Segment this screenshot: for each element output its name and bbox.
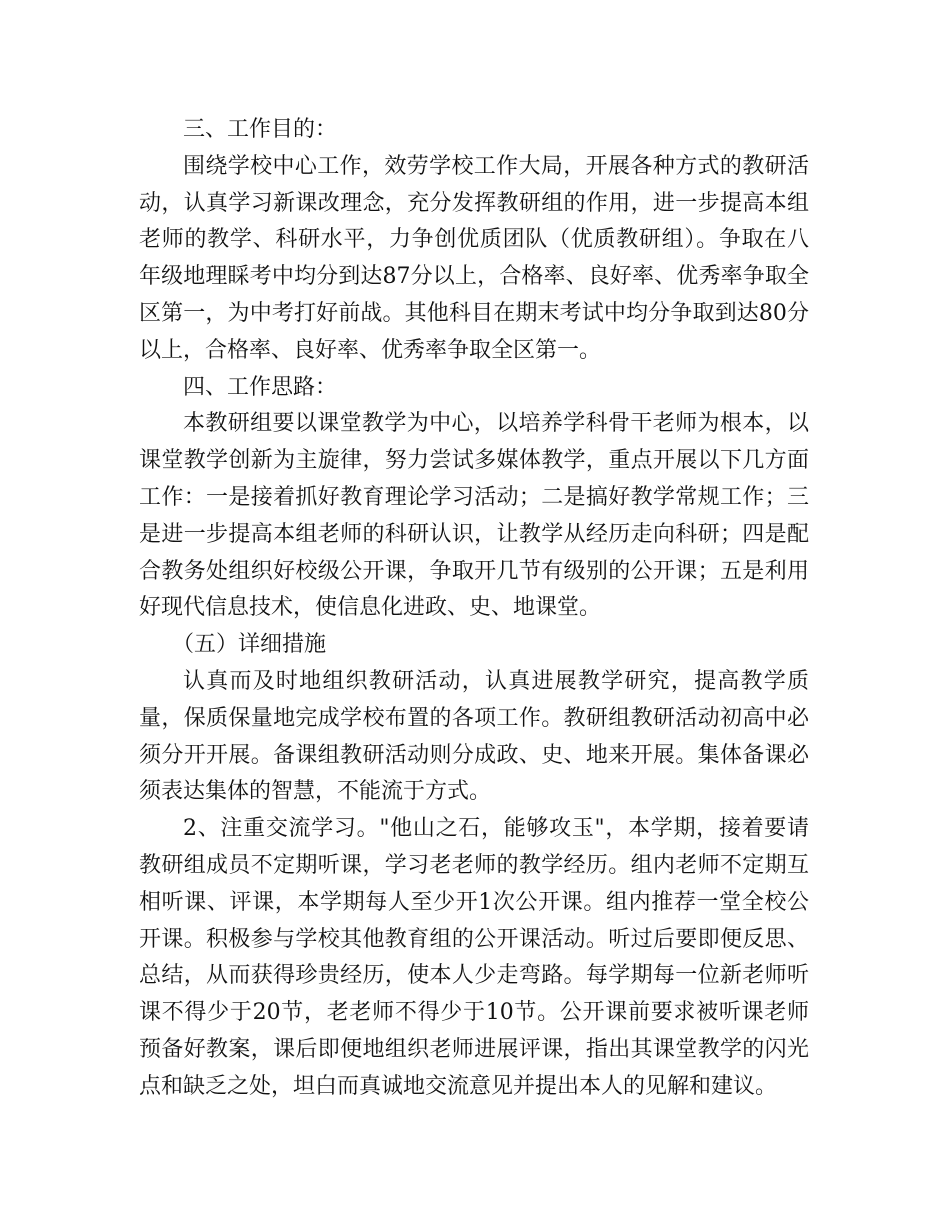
measure-2-paragraph: 2、注重交流学习。"他山之石，能够攻玉"，本学期，接着要请教研组成员不定期听课，学习老老师的教学经历。组内老师不定期互相听课、评课，本学期每人至少开1次公开课。组内推荐一堂全校公开课。积极参与学校其他教育组的公开课活动。听过后要即便反思、总结，从而获得珍贵经历，使本人少走弯路。每学期每一位新老师听课不得少于20节，老老师不得少于10节。公开课前要求被听课老师预备好教案，课后即便地组织老师进展评课，指出其课堂教学的闪光点和缺乏之处，坦白而真诚地交流意见并提出本人的见解和建议。 (139, 816, 809, 1099)
section-3-paragraph: 围绕学校中心工作，效劳学校工作大局，开展各种方式的教研活动，认真学习新课改理念，充分发挥教研组的作用，进一步提高本组老师的教学、科研水平，力争创优质团队（优质教研组）。争取在八年级地理睬考中均分到达87分以上，合格率、良好率、优秀率争取全区第一，为中考打好前战。其他科目在期末考试中均分争取到达80分以上，合格率、良好率、优秀率争取全区第一。 (139, 153, 809, 363)
measure-1-paragraph: 认真而及时地组织教研活动，认真进展教学研究，提高教学质量，保质保量地完成学校布置的各项工作。教研组教研活动初高中必须分开开展。备课组教研活动则分成政、史、地来开展。集体备课必须表达集体的智慧，不能流于方式。 (139, 668, 809, 805)
section-4-paragraph: 本教研组要以课堂教学为中心，以培养学科骨干老师为根本，以课堂教学创新为主旋律，努力尝试多媒体教学，重点开展以下几方面工作：一是接着抓好教育理论学习活动；二是搞好教学常规工作；三是进一步提高本组老师的科研认识，让教学从经历走向科研；四是配合教务处组织好校级公开课，争取开几节有级别的公开课；五是利用好现代信息技术，使信息化进政、史、地课堂。 (139, 411, 809, 621)
section-3-heading: 三、工作目的： (183, 117, 338, 142)
document-body (139, 112, 809, 1106)
section-4-heading: 四、工作思路： (183, 374, 338, 400)
section-5-heading: （五）详细措施 (172, 632, 327, 658)
